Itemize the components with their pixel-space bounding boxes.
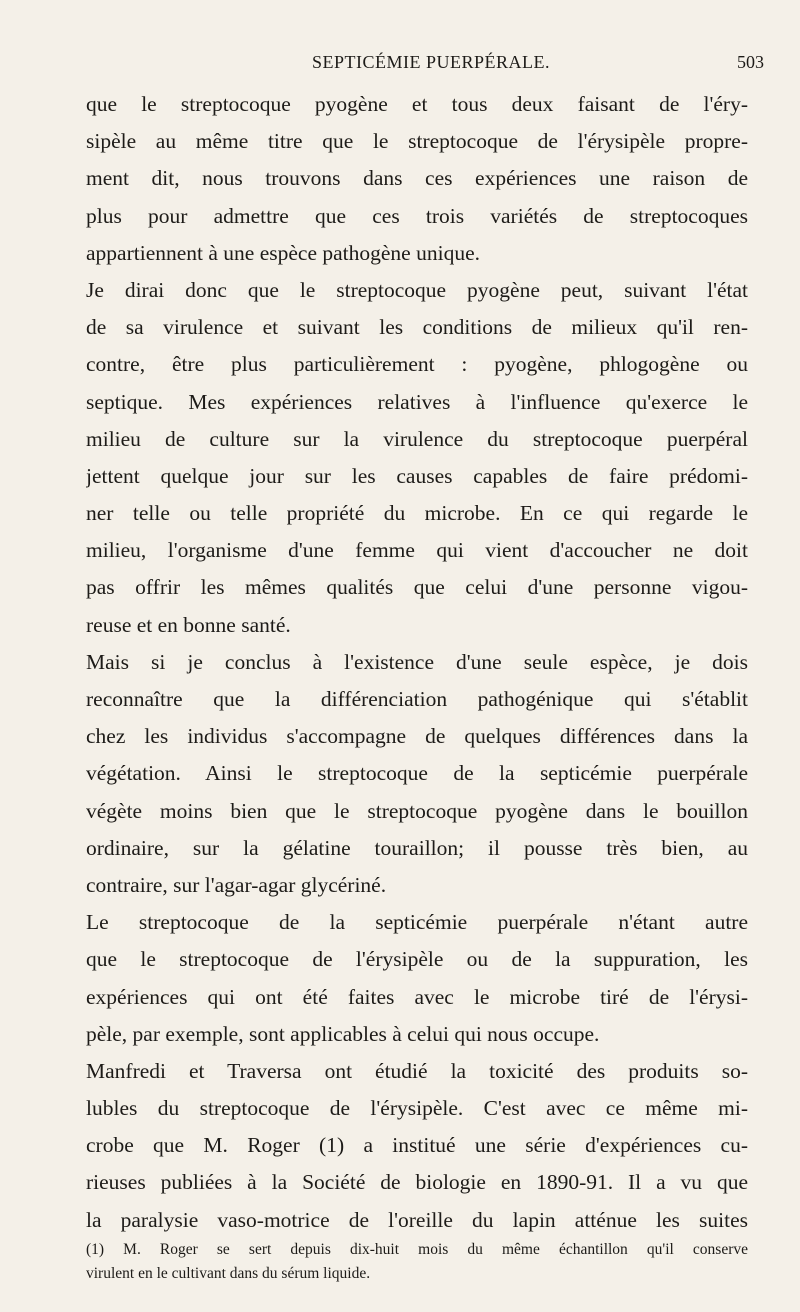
body-text: [86, 86, 748, 1239]
text-line: contre, être plus particulièrement : pyogène, phlogogène ou: [86, 352, 748, 377]
text-line: milieu de culture sur la virulence du streptocoque puerpéral: [86, 426, 748, 451]
text-line: lubles du streptocoque de l'érysipèle. C'est avec ce même mi-: [86, 1096, 748, 1121]
text-line: milieu, l'organisme d'une femme qui vient d'accoucher ne doit: [86, 538, 748, 563]
text-line: expériences qui ont été faites avec le microbe tiré de l'érysi-: [86, 984, 748, 1009]
text-line: appartiennent à une espèce pathogène unique.: [86, 240, 480, 265]
text-line: pèle, par exemple, sont applicables à celui qui nous occupe.: [86, 1021, 600, 1046]
text-line: Mais si je conclus à l'existence d'une seule espèce, je dois: [86, 649, 748, 674]
text-line: Manfredi et Traversa ont étudié la toxicité des produits so-: [86, 1058, 748, 1083]
text-line: sipèle au même titre que le streptocoque de l'érysipèle propre-: [86, 129, 748, 154]
page-number: 503: [737, 52, 764, 72]
text-line: Je dirai donc que le streptocoque pyogène peut, suivant l'état: [86, 277, 748, 302]
text-line: plus pour admettre que ces trois variétés de streptocoques: [86, 203, 748, 228]
footnote-line: (1) M. Roger se sert depuis dix-huit mois du même échantillon qu'il conserve: [86, 1241, 748, 1258]
text-line: ner telle ou telle propriété du microbe. En ce qui regarde le: [86, 501, 748, 526]
text-line: jettent quelque jour sur les causes capables de faire prédomi-: [86, 463, 748, 488]
text-line: la paralysie vaso-motrice de l'oreille du lapin atténue les suites: [86, 1207, 748, 1232]
running-title: SEPTICÉMIE PUERPÉRALE.: [312, 52, 551, 72]
text-line: chez les individus s'accompagne de quelques différences dans la: [86, 724, 748, 749]
text-line: contraire, sur l'agar-agar glycériné.: [86, 872, 387, 897]
running-head: [0, 52, 800, 78]
footnote-line: virulent en le cultivant dans du sérum liquide.: [86, 1265, 371, 1282]
text-line: reconnaître que la différenciation pathogénique qui s'établit: [86, 687, 748, 711]
text-line: rieuses publiées à la Société de biologie en 1890-91. Il a vu que: [86, 1170, 748, 1195]
text-line: crobe que M. Roger (1) a institué une série d'expériences cu-: [86, 1133, 748, 1158]
text-line: ordinaire, sur la gélatine touraillon; il pousse très bien, au: [86, 835, 748, 860]
text-line: reuse et en bonne santé.: [86, 612, 291, 637]
text-line: de sa virulence et suivant les conditions de milieux qu'il ren-: [86, 315, 748, 340]
text-line: Le streptocoque de la septicémie puerpérale n'étant autre: [86, 910, 748, 935]
text-line: végétation. Ainsi le streptocoque de la septicémie puerpérale: [86, 761, 748, 786]
text-line: que le streptocoque de l'érysipèle ou de la suppuration, les: [86, 947, 748, 972]
text-line: ment dit, nous trouvons dans ces expériences une raison de: [86, 166, 748, 191]
text-line: pas offrir les mêmes qualités que celui d'une personne vigou-: [86, 575, 748, 600]
text-line: que le streptocoque pyogène et tous deux faisant de l'éry-: [86, 92, 748, 116]
text-line: végète moins bien que le streptocoque pyogène dans le bouillon: [86, 798, 748, 823]
footnote: [86, 1238, 748, 1286]
text-line: septique. Mes expériences relatives à l'influence qu'exerce le: [86, 389, 748, 414]
